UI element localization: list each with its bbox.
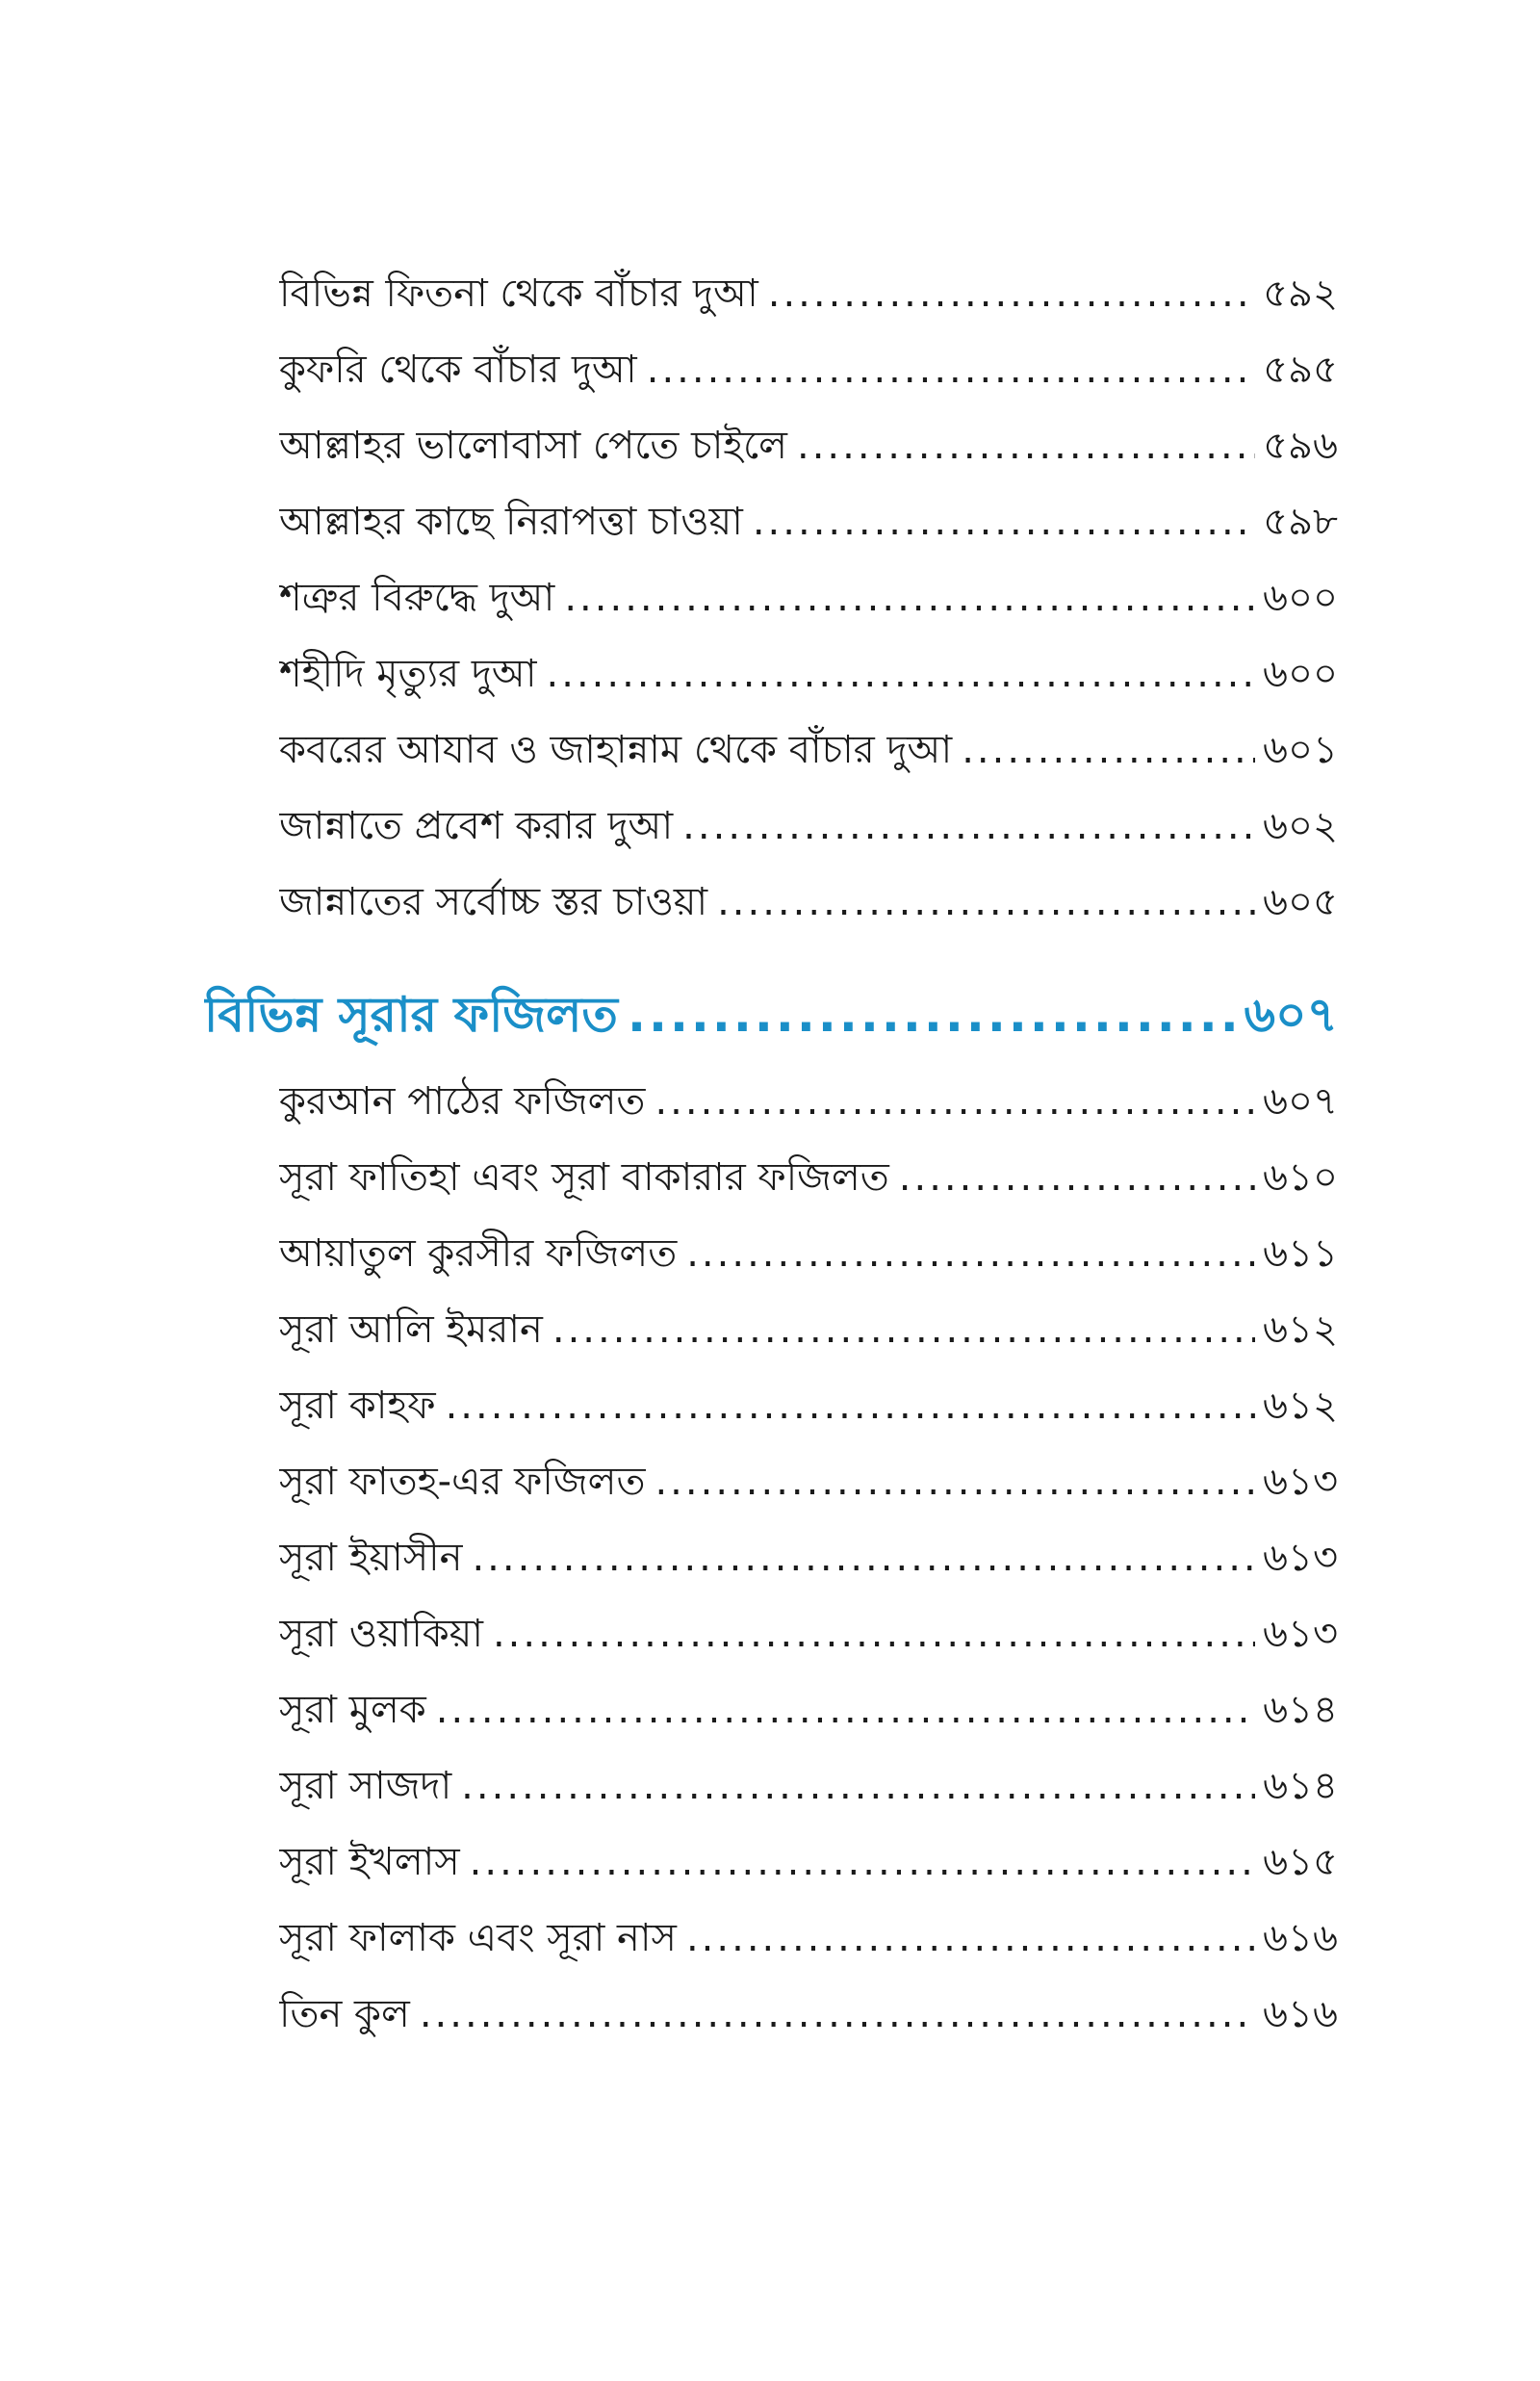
toc-entry[interactable] bbox=[279, 1144, 1338, 1211]
toc-entry-page: ৬১৪ bbox=[1263, 1764, 1338, 1808]
toc-entry-page: ৬১০ bbox=[1263, 1155, 1338, 1200]
toc-entry-page: ৫৯৬ bbox=[1263, 424, 1338, 468]
toc-entry-page: ৬১২ bbox=[1263, 1384, 1338, 1428]
dot-leader bbox=[682, 792, 1255, 860]
toc-entry-title: সূরা সাজদা bbox=[279, 1764, 452, 1808]
toc-entry-title: সূরা ওয়াকিয়া bbox=[279, 1612, 483, 1656]
dot-leader bbox=[654, 1068, 1255, 1135]
toc-entry-title: কুফরি থেকে বাঁচার দুআ bbox=[279, 348, 637, 392]
toc-entry-page: ৬১৩ bbox=[1263, 1536, 1338, 1580]
dot-leader bbox=[686, 1904, 1255, 1972]
toc-entry[interactable] bbox=[279, 1448, 1338, 1515]
toc-entry-title: তিন কুল bbox=[279, 1992, 410, 2036]
toc-entry-page: ৬১৬ bbox=[1263, 1992, 1338, 2036]
toc-entry-page: ৫৯২ bbox=[1263, 272, 1338, 316]
toc-entry-page: ৬০০ bbox=[1262, 576, 1338, 620]
toc-entry[interactable] bbox=[279, 716, 1338, 784]
dot-leader bbox=[493, 1600, 1255, 1668]
dot-leader bbox=[797, 412, 1255, 479]
toc-entry-page: ৬১৪ bbox=[1263, 1688, 1338, 1732]
toc-entry-title: সূরা ইখলাস bbox=[279, 1840, 460, 1884]
toc-entry[interactable] bbox=[279, 640, 1338, 708]
toc-entry-title: কবরের আযাব ও জাহান্নাম থেকে বাঁচার দুআ bbox=[279, 728, 953, 772]
dot-leader bbox=[472, 1524, 1255, 1592]
toc-entry-page: ৬০১ bbox=[1263, 728, 1338, 772]
dot-leader bbox=[628, 976, 1237, 1053]
dot-leader bbox=[654, 1448, 1255, 1515]
dot-leader bbox=[446, 1372, 1255, 1439]
toc-entry[interactable] bbox=[279, 412, 1338, 479]
dot-leader bbox=[647, 336, 1255, 403]
dot-leader bbox=[420, 1980, 1255, 2048]
dot-leader bbox=[962, 716, 1255, 784]
toc-entry-page: ৬০৭ bbox=[1262, 1079, 1338, 1124]
toc-entry[interactable] bbox=[279, 792, 1338, 860]
toc-entry-title: সূরা ফালাক এবং সূরা নাস bbox=[279, 1916, 677, 1960]
toc-entry[interactable] bbox=[279, 1220, 1338, 1287]
toc-entry-page: ৫৯৫ bbox=[1263, 348, 1338, 392]
toc-entry-page: ৬১২ bbox=[1263, 1307, 1338, 1352]
toc-entry[interactable] bbox=[279, 1600, 1338, 1668]
toc-entry[interactable] bbox=[279, 336, 1338, 403]
toc-entry-title: সূরা মুলক bbox=[279, 1688, 426, 1732]
toc-entry[interactable] bbox=[279, 1676, 1338, 1744]
toc-entry-page: ৬১৩ bbox=[1263, 1460, 1338, 1504]
toc-entry-title: আল্লাহর ভালোবাসা পেতে চাইলে bbox=[279, 424, 787, 468]
toc-entry-title: জান্নাতের সর্বোচ্চ স্তর চাওয়া bbox=[279, 880, 708, 924]
dot-leader bbox=[717, 868, 1255, 936]
toc-entry[interactable] bbox=[279, 1296, 1338, 1363]
dot-leader bbox=[470, 1828, 1255, 1896]
toc-entry-title: কুরআন পাঠের ফজিলত bbox=[279, 1079, 646, 1124]
toc-entry[interactable] bbox=[279, 564, 1338, 632]
toc-entry-title: সূরা ফাতহ-এর ফজিলত bbox=[279, 1460, 646, 1504]
toc-entry[interactable] bbox=[279, 1068, 1338, 1135]
dot-leader bbox=[768, 260, 1255, 327]
section-title: বিভিন্ন সূরার ফজিলত bbox=[204, 987, 618, 1043]
toc-entry-title: আয়াতুল কুরসীর ফজিলত bbox=[279, 1231, 678, 1276]
toc-entry-title: সূরা আলি ইমরান bbox=[279, 1307, 543, 1352]
toc-entry-page: ৬১৩ bbox=[1263, 1612, 1338, 1656]
toc-entry-title: সূরা ইয়াসীন bbox=[279, 1536, 463, 1580]
dot-leader bbox=[552, 1296, 1255, 1363]
toc-entry[interactable] bbox=[279, 1372, 1338, 1439]
dot-leader bbox=[436, 1676, 1255, 1744]
toc-entry[interactable] bbox=[279, 1828, 1338, 1896]
toc-entry-page: ৬১১ bbox=[1263, 1231, 1338, 1276]
dot-leader bbox=[564, 564, 1255, 632]
dot-leader bbox=[753, 488, 1255, 556]
toc-entry-title: আল্লাহর কাছে নিরাপত্তা চাওয়া bbox=[279, 500, 743, 544]
toc-entry-title: বিভিন্ন ফিতনা থেকে বাঁচার দুআ bbox=[279, 272, 758, 316]
toc-entry[interactable] bbox=[279, 1524, 1338, 1592]
toc-entry[interactable] bbox=[279, 1980, 1338, 2048]
toc-entry-page: ৬০০ bbox=[1262, 652, 1338, 696]
section-page: ৬০৭ bbox=[1244, 987, 1338, 1043]
dot-leader bbox=[899, 1144, 1255, 1211]
toc-section-heading[interactable] bbox=[204, 976, 1338, 1053]
toc-entry-title: সূরা কাহফ bbox=[279, 1384, 436, 1428]
toc-entry-title: জান্নাতে প্রবেশ করার দুআ bbox=[279, 804, 674, 848]
toc-entry-page: ৬১৬ bbox=[1263, 1916, 1338, 1960]
toc-entry-page: ৬১৫ bbox=[1263, 1840, 1338, 1884]
toc-entry[interactable] bbox=[279, 260, 1338, 327]
toc-entry-title: শহীদি মৃত্যুর দুআ bbox=[279, 652, 537, 696]
toc-entry[interactable] bbox=[279, 868, 1338, 936]
toc-entry-title: সূরা ফাতিহা এবং সূরা বাকারার ফজিলত bbox=[279, 1155, 889, 1200]
toc-entry-page: ৬০৫ bbox=[1263, 880, 1338, 924]
toc-entry-page: ৬০২ bbox=[1262, 804, 1338, 848]
dot-leader bbox=[547, 640, 1255, 708]
toc-entry[interactable] bbox=[279, 1752, 1338, 1820]
toc-entry-page: ৫৯৮ bbox=[1263, 500, 1338, 544]
dot-leader bbox=[686, 1220, 1255, 1287]
dot-leader bbox=[461, 1752, 1255, 1820]
toc-entry[interactable] bbox=[279, 1904, 1338, 1972]
toc-entry-title: শত্রুর বিরুদ্ধে দুআ bbox=[279, 576, 555, 620]
toc-entry[interactable] bbox=[279, 488, 1338, 556]
